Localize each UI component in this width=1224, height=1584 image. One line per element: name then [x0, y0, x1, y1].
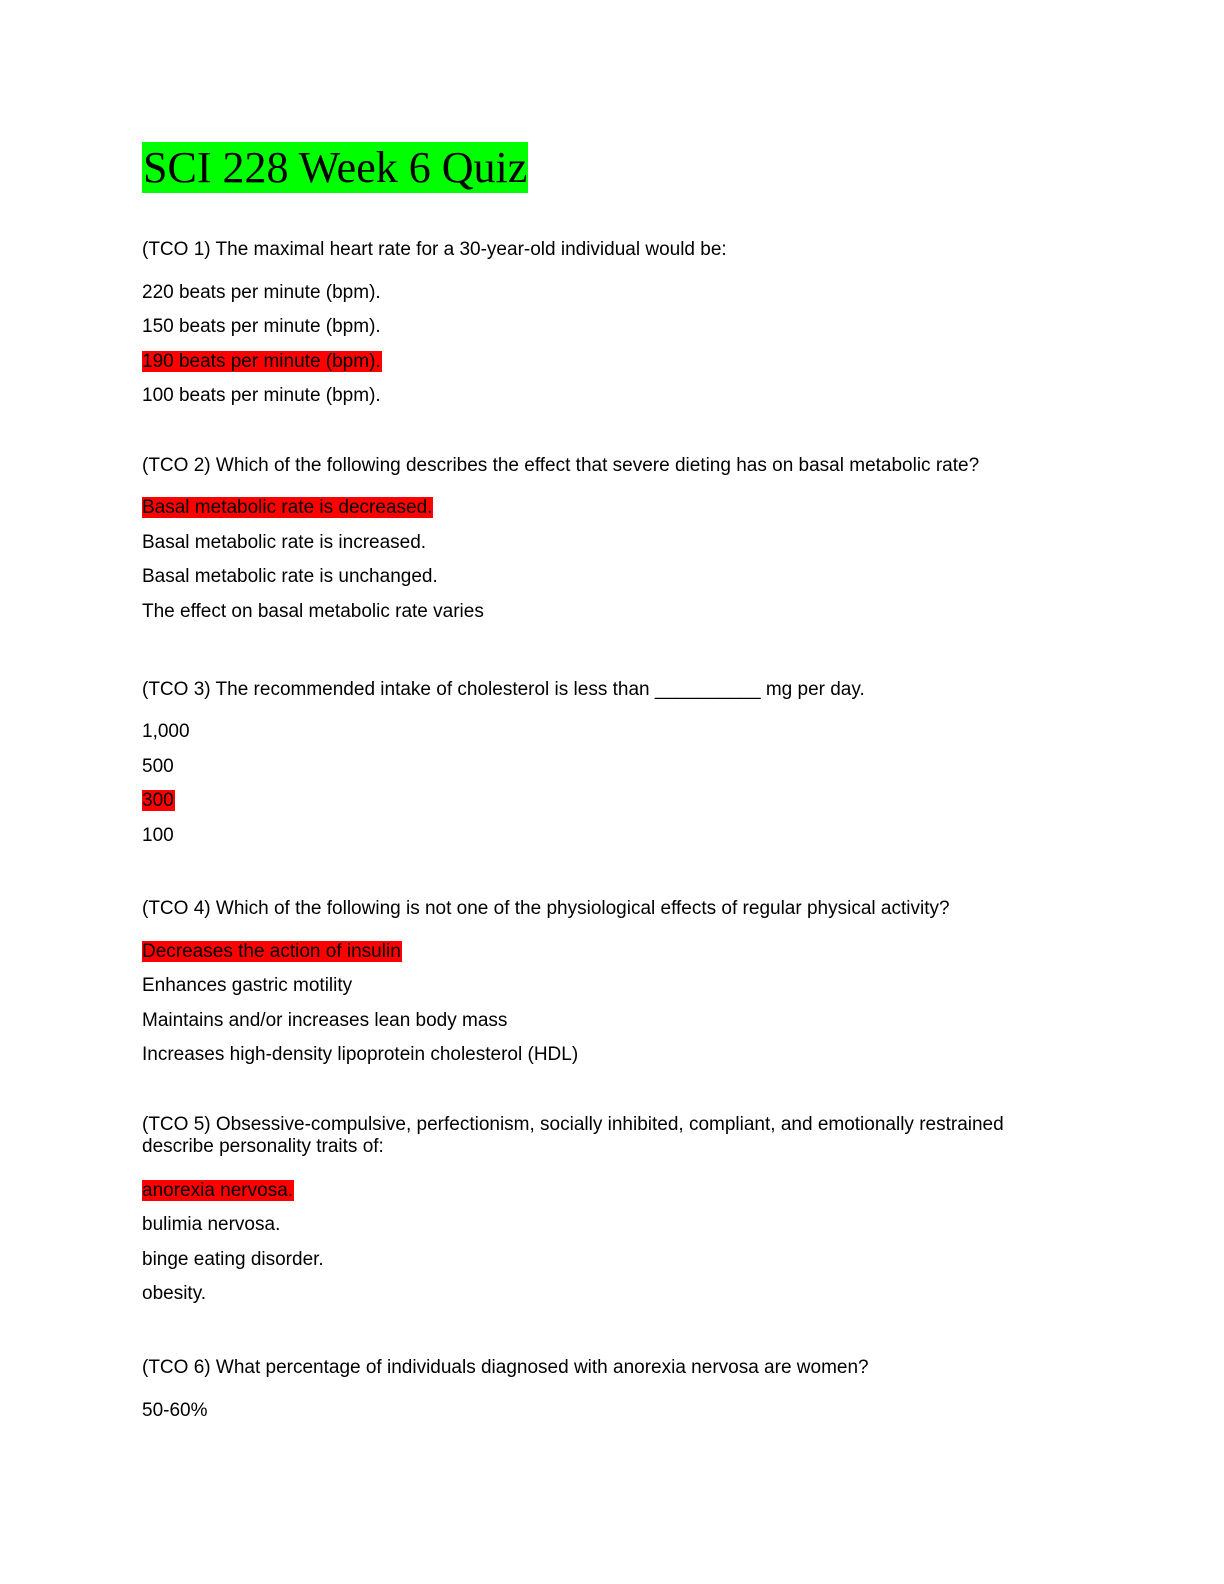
question-prompt: (TCO 6) What percentage of individuals diagnosed with anorexia nervosa are women? [142, 1357, 869, 1378]
answer-option [142, 385, 381, 407]
answer-option-text: Enhances gastric motility [142, 975, 353, 996]
page-title: SCI 228 Week 6 Quiz [143, 143, 528, 192]
answer-option-text: bulimia nervosa. [142, 1214, 281, 1235]
answer-option [142, 532, 426, 554]
answer-option-text: obesity. [142, 1283, 207, 1304]
highlighted-answer-option [142, 790, 175, 812]
answer-option [142, 1283, 206, 1305]
highlighted-answer-option [142, 1180, 294, 1202]
answer-option [142, 1010, 507, 1032]
answer-option [142, 1400, 208, 1422]
answer-option-text: 500 [142, 756, 174, 777]
answer-highlight: 190 beats per minute (bpm). [142, 351, 381, 372]
answer-option-text: 100 beats per minute (bpm). [142, 385, 381, 406]
question-prompt: (TCO 5) Obsessive-compulsive, perfectionism, socially inhibited, compliant, and emotionally restrained describe personality traits of: [142, 1114, 1004, 1157]
answer-option [142, 1044, 578, 1066]
answer-option [142, 825, 174, 847]
answer-option-text: 1,000 [142, 721, 190, 742]
question-prompt: (TCO 4) Which of the following is not one of the physiological effects of regular physical activity? [142, 898, 950, 919]
answer-option-text: Basal metabolic rate is unchanged. [142, 566, 438, 587]
answer-highlight: anorexia nervosa. [142, 1180, 294, 1201]
answer-option [142, 282, 381, 304]
highlighted-answer-option [142, 497, 433, 519]
answer-option-text: Increases high-density lipoprotein cholesterol (HDL) [142, 1044, 579, 1065]
answer-option [142, 566, 438, 588]
highlighted-answer-option [142, 351, 382, 373]
answer-option-text: The effect on basal metabolic rate varies [142, 601, 484, 622]
answer-option [142, 1249, 324, 1271]
answer-highlight: Basal metabolic rate is decreased. [142, 497, 433, 518]
answer-highlight: Decreases the action of insulin [142, 941, 401, 962]
answer-option-text: 150 beats per minute (bpm). [142, 316, 381, 337]
answer-option-text: binge eating disorder. [142, 1249, 324, 1270]
question-prompt: (TCO 3) The recommended intake of cholesterol is less than __________ mg per day. [142, 679, 865, 700]
answer-option [142, 316, 381, 338]
answer-option-text: Maintains and/or increases lean body mass [142, 1010, 508, 1031]
answer-option-text: Basal metabolic rate is increased. [142, 532, 427, 553]
answer-option-text: 220 beats per minute (bpm). [142, 282, 381, 303]
answer-option [142, 601, 484, 623]
answer-option-text: 100 [142, 825, 174, 846]
answer-option [142, 721, 190, 743]
answer-option [142, 975, 352, 997]
highlighted-answer-option [142, 941, 402, 963]
question-prompt: (TCO 1) The maximal heart rate for a 30-year-old individual would be: [142, 239, 727, 260]
answer-option-text: 50-60% [142, 1400, 208, 1421]
question-prompt: (TCO 2) Which of the following describes the effect that severe dieting has on basal metabolic rate? [142, 455, 980, 476]
answer-option [142, 756, 174, 778]
answer-highlight: 300 [142, 790, 174, 811]
answer-option [142, 1214, 280, 1236]
